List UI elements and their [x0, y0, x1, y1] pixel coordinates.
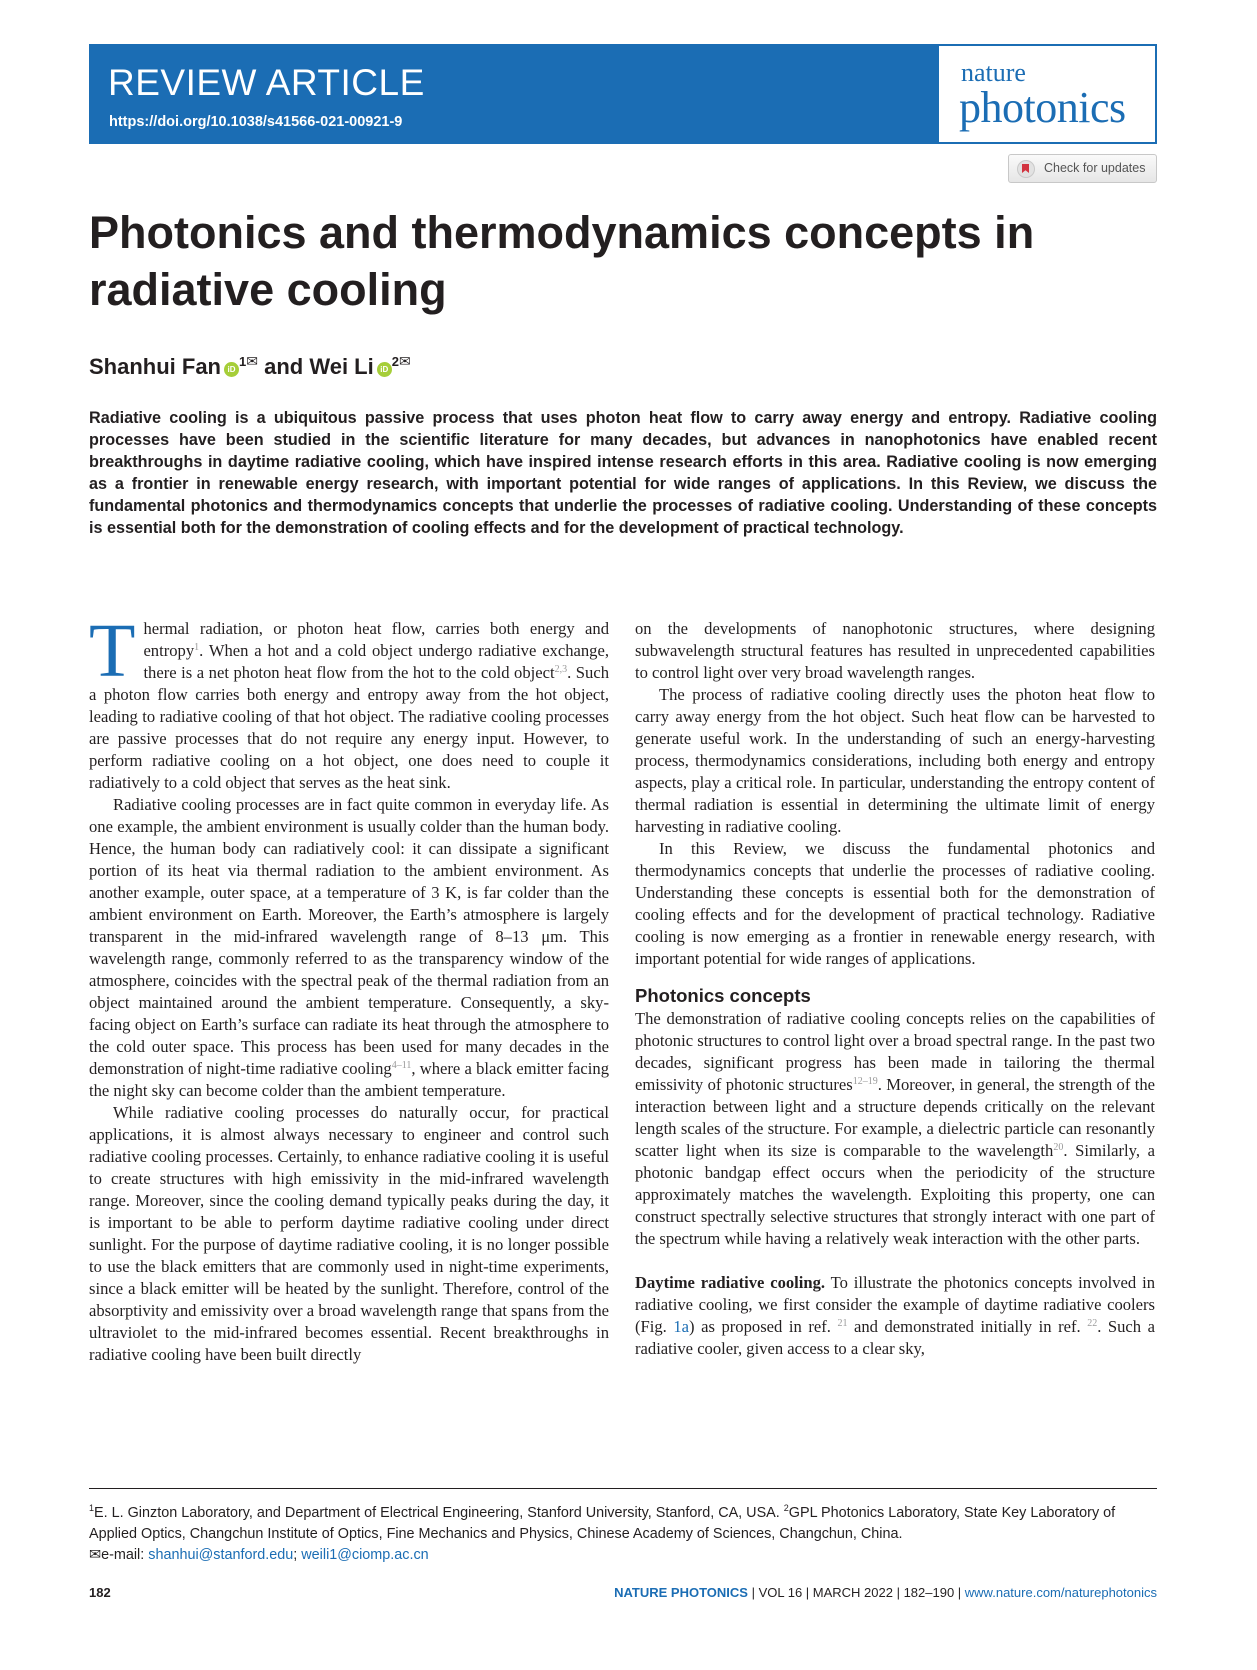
banner-blue-panel [91, 46, 939, 142]
subsection-heading: Daytime radiative cooling. [635, 1273, 826, 1292]
check-for-updates-button[interactable] [1008, 154, 1157, 183]
section-heading: Photonics concepts [635, 985, 811, 1006]
envelope-icon[interactable]: ✉ [398, 353, 411, 369]
article-type-label: REVIEW ARTICLE [108, 62, 425, 103]
paragraph: While radiative cooling processes do naturally occur, for practical applications, it is almost always necessary to engineer and control such radiative cooling processes. Certainly, to enhance radiative cooling it is useful to create structures with high emissivity in the mid-infrared wavelength range. Moreover, since the cooling demand typically peaks during the day, it is important to be able to perform daytime radiative cooling under direct sunlight. For the purpose of daytime radiative cooling, it is no longer possible to use the black emitters that are commonly used in night-time experiments, since a black emitter will be heated by the sunlight. Therefore, control of the absorptivity and emissivity over a broad wavelength range that spans from the ultraviolet to the mid-infrared becomes essential. Recent breakthroughs in radiative cooling have been built directly [89, 1103, 609, 1364]
journal-name: NATURE PHOTONICS [614, 1585, 748, 1600]
body-column-right [635, 618, 1155, 1360]
paragraph: The demonstration of radiative cooling concepts relies on the capabilities of photonic structures to control light over a broad spectral range. In the past two decades, significant progress has been made in tailoring the thermal emissivity of photonic structures$^{12-19}$. Moreover, in general, the strength of the interaction between light and a structure depends critically on the relevant length scales of the structure. For example, a dielectric particle can resonantly scatter light when its size is comparable to the wavelength$^{20}$. Similarly, a photonic bandgap effect occurs when the periodicity of the structure approximately matches the wavelength. Exploiting this property, one can construct spectrally selective structures that strongly interact with one part of the spectrum while having a relatively weak interaction with the other parts. [635, 1009, 1156, 1248]
orcid-icon[interactable]: iD [377, 362, 392, 377]
article-banner [89, 44, 1157, 144]
running-footer: NATURE PHOTONICS | VOL 16 | MARCH 2022 | 182–190 | www.nature.com/naturephotonics [614, 1585, 1157, 1600]
citation[interactable]: 22 [1087, 1318, 1098, 1329]
journal-url[interactable]: www.nature.com/naturephotonics [964, 1585, 1157, 1600]
author-name[interactable]: Shanhui Fan [89, 354, 221, 379]
citation[interactable]: 21 [837, 1318, 848, 1329]
doi-link[interactable]: https://doi.org/10.1038/s41566-021-00921-9 [109, 114, 403, 130]
footnote-divider [89, 1488, 1157, 1489]
abstract: Radiative cooling is a ubiquitous passive process that uses photon heat flow to carry away energy and entropy. Radiative cooling processes have been studied in the scientific literature for many decades, but advances in nanophotonics have enabled recent breakthroughs in daytime radiative cooling, which have inspired intense research efforts in this area. Radiative cooling is now emerging as a frontier in renewable energy research, with important potential for wide ranges of applications. In this Review, we discuss the fundamental photonics and thermodynamics concepts that underlie the processes of radiative cooling. Understanding of these concepts is essential both for the demonstration of cooling effects and for the development of practical technology. [89, 409, 1157, 537]
paragraph: In this Review, we discuss the fundamental photonics and thermodynamics concepts that underlie the processes of radiative cooling. Understanding these concepts is essential both for the demonstration of cooling effects and for the development of practical technology. Radiative cooling is now emerging as a frontier in renewable energy research, with important potential for wide ranges of applications. [635, 839, 1155, 968]
citation[interactable]: 2,3 [554, 664, 568, 675]
envelope-icon: ✉ [89, 1547, 102, 1563]
citation[interactable]: 1 [194, 642, 200, 653]
paragraph: Daytime radiative cooling. To illustrate the photonics concepts involved in radiative cooling, we first consider the example of daytime radiative coolers (Fig. 1a) as proposed in ref. $^{21}$ and demonstrated initially in ref. $^{22}$. Such a radiative cooler, given access to a clear sky, [635, 1273, 1155, 1358]
email-link[interactable]: shanhui@stanford.edu [148, 1547, 294, 1563]
envelope-icon[interactable]: ✉ [246, 353, 258, 369]
paragraph: on the developments of nanophotonic structures, where designing subwavelength structural features has resulted in unprecedented capabilities to control light over very broad wavelength ranges. [635, 619, 1155, 682]
citation[interactable]: 20 [1053, 1142, 1064, 1153]
affiliation-number: 1 [239, 354, 247, 369]
paragraph: Thermal radiation, or photon heat flow, carries both energy and entropy$^1$. When a hot and a cold object undergo radiative exchange, there is a net photon heat flow from the hot to the cold object$^{2,3}$. Such a photon flow carries both energy and entropy away from the hot object, leading to radiative cooling of that hot object. The radiative cooling processes are passive processes that do not require any energy input. However, to perform radiative cooling on a hot object, one does need to couple it radiatively to a cold object that serves as the heat sink. [89, 609, 609, 792]
page-number: 182 [89, 1585, 111, 1600]
author-list [89, 353, 411, 380]
orcid-icon[interactable]: iD [224, 362, 239, 377]
body-column-left [89, 609, 609, 1366]
paragraph: Radiative cooling processes are in fact quite common in everyday life. As one example, the ambient environment is usually colder than the human body. Hence, the human body can radiatively cool: it can dissipate a significant portion of its heat via thermal radiation to the ambient environment. As another example, outer space, at a temperature of 3 K, is far colder than the ambient environment on Earth. Moreover, the Earth’s atmosphere is largely transparent in the mid-infrared wavelength range of 8–13 μm. This wavelength range, commonly referred to as the transparency window of the atmosphere, coincides with the spectral peak of the thermal radiation from an object maintained around the ambient temperature. Consequently, a sky-facing object on Earth’s surface can radiate its heat through the atmosphere to the cold outer space. This process has been used for many decades in the demonstration of night-time radiative cooling$^{4-11}$, where a black emitter facing the night sky can become colder than the ambient temperature. [89, 795, 609, 1100]
journal-logo-nature: nature [961, 58, 1026, 87]
author-conjunction: and [264, 354, 304, 379]
affiliations: $^1$E. L. Ginzton Laboratory, and Department of Electrical Engineering, Stanford University, Stanford, CA, USA. $^2$GPL Photonics Laboratory, State Key Laboratory of Applied Optics, Changchun Institute of Optics, Fine Mechanics and Physics, Chinese Academy of Sciences, Changchun, China. ✉e-mail: shanhui@stanford.edu; weili1@ciomp.ac.cn [89, 1503, 1116, 1563]
citation[interactable]: 12–19 [852, 1076, 878, 1087]
email-link[interactable]: weili1@ciomp.ac.cn [301, 1547, 429, 1563]
citation[interactable]: 4–11 [391, 1060, 412, 1071]
figure-link[interactable]: 1a [673, 1317, 690, 1336]
drop-cap: T [89, 609, 136, 693]
affiliation-number: 2 [391, 354, 399, 369]
journal-logo-photonics: photonics [959, 83, 1126, 132]
paragraph: The process of radiative cooling directly uses the photon heat flow to carry away energy from the hot object. Such heat flow can be harvested to generate useful work. In the understanding of such an energy-harvesting process, thermodynamics considerations, including both energy and entropy aspects, play a critical role. In particular, understanding the entropy content of thermal radiation is essential in determining the ultimate limit of energy harvesting in radiative cooling. [635, 685, 1155, 836]
author-name[interactable]: Wei Li [309, 354, 374, 379]
check-for-updates-label: Check for updates [1044, 161, 1146, 175]
bookmark-icon [1017, 160, 1035, 178]
article-title: Photonics and thermodynamics concepts in radiative cooling [89, 207, 1035, 315]
